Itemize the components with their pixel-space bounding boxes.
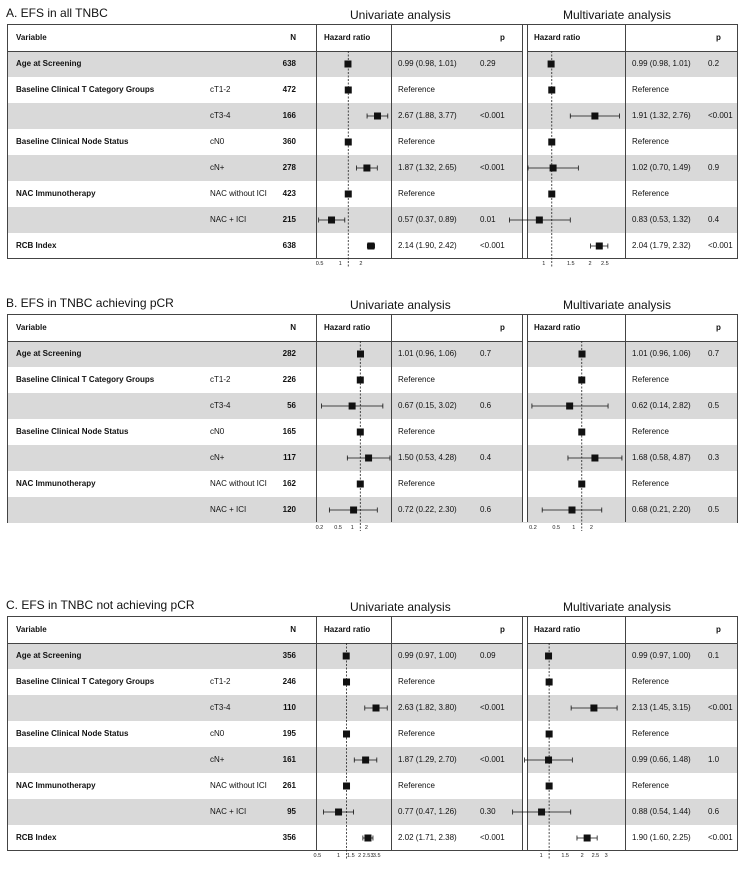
univariate-p: 0.6	[480, 505, 492, 514]
univariate-p: 0.7	[480, 349, 492, 358]
header-p: p	[716, 33, 721, 42]
level-label: cN+	[210, 755, 225, 764]
estimate-marker	[532, 403, 608, 410]
point-estimate	[548, 61, 555, 68]
header-variable: Variable	[16, 33, 47, 42]
level-label: cT3-4	[210, 111, 231, 120]
estimate-marker	[343, 783, 350, 790]
estimate-marker	[357, 377, 364, 384]
panel-title: A. EFS in all TNBC	[6, 6, 108, 20]
level-label: NAC + ICI	[210, 215, 247, 224]
estimate-marker	[546, 679, 553, 686]
point-estimate	[343, 653, 350, 660]
point-estimate	[578, 481, 585, 488]
point-estimate	[590, 705, 597, 712]
variable-label: NAC Immunotherapy	[16, 189, 96, 198]
estimate-marker	[319, 217, 345, 224]
column-divider	[625, 617, 626, 850]
univariate-p: <0.001	[480, 755, 505, 764]
point-estimate	[363, 165, 370, 172]
multivariate-estimate: 0.68 (0.21, 2.20)	[632, 505, 691, 514]
axis-tick-label: 0.2	[315, 525, 324, 531]
multivariate-p: 0.7	[708, 349, 720, 358]
axis-tick-label: 1	[542, 261, 546, 267]
column-divider	[625, 25, 626, 258]
axis-tick-label: 1	[350, 525, 354, 531]
n-value: 166	[282, 111, 296, 120]
univariate-title: Univariate analysis	[350, 298, 451, 312]
level-label: cN0	[210, 729, 225, 738]
axis-tick-label: 0.2	[529, 525, 537, 531]
point-estimate	[548, 139, 555, 146]
point-estimate	[364, 835, 371, 842]
univariate-estimate: 2.14 (1.90, 2.42)	[398, 241, 457, 250]
variable-label: RCB Index	[16, 241, 57, 250]
univariate-estimate: 1.87 (1.32, 2.65)	[398, 163, 457, 172]
multivariate-estimate: 2.13 (1.45, 3.15)	[632, 703, 691, 712]
uni-forest-plot	[317, 51, 391, 260]
multivariate-estimate: 1.68 (0.58, 4.87)	[632, 453, 691, 462]
multivariate-estimate: 0.99 (0.98, 1.01)	[632, 59, 691, 68]
axis-tick-label: 2.5	[362, 853, 371, 859]
multivariate-estimate: Reference	[632, 427, 669, 436]
level-label: cT1-2	[210, 375, 231, 384]
univariate-estimate: 2.02 (1.71, 2.38)	[398, 833, 457, 842]
multivariate-p: 0.5	[708, 401, 720, 410]
univariate-estimate: Reference	[398, 479, 435, 488]
univariate-estimate: Reference	[398, 729, 435, 738]
point-estimate	[335, 809, 342, 816]
point-estimate	[374, 113, 381, 120]
multi-forest-plot	[528, 51, 625, 260]
forest-table	[7, 314, 738, 523]
univariate-p: 0.6	[480, 401, 492, 410]
estimate-marker	[542, 507, 602, 514]
multivariate-estimate: 1.91 (1.32, 2.76)	[632, 111, 691, 120]
univariate-p: 0.4	[480, 453, 492, 462]
univariate-estimate: 0.72 (0.22, 2.30)	[398, 505, 457, 514]
column-divider	[391, 25, 392, 258]
point-estimate	[373, 705, 380, 712]
point-estimate	[546, 679, 553, 686]
variable-label: Age at Screening	[16, 59, 82, 68]
axis-tick-label: 2	[359, 261, 363, 267]
univariate-estimate: 0.57 (0.37, 0.89)	[398, 215, 457, 224]
variable-label: RCB Index	[16, 833, 57, 842]
axis-tick-label: 1	[336, 853, 341, 859]
variable-label: NAC Immunotherapy	[16, 781, 96, 790]
estimate-marker	[354, 757, 377, 764]
estimate-marker	[367, 243, 374, 250]
table-header	[8, 617, 737, 644]
axis-tick-label: 1	[539, 853, 543, 859]
estimate-marker	[329, 507, 377, 514]
univariate-estimate: Reference	[398, 189, 435, 198]
univariate-estimate: Reference	[398, 375, 435, 384]
n-value: 195	[282, 729, 296, 738]
point-estimate	[365, 455, 372, 462]
axis-tick-label: 1	[572, 525, 576, 531]
header-hazard-ratio: Hazard ratio	[534, 323, 581, 332]
estimate-marker	[357, 165, 378, 172]
n-value: 278	[282, 163, 296, 172]
n-value: 110	[283, 703, 296, 712]
axis-tick-label: 3.5	[372, 853, 381, 859]
estimate-marker	[363, 835, 373, 842]
n-value: 165	[282, 427, 296, 436]
multivariate-p: 0.6	[708, 807, 720, 816]
column-divider	[522, 315, 527, 522]
multivariate-estimate: 0.83 (0.53, 1.32)	[632, 215, 691, 224]
univariate-title: Univariate analysis	[350, 8, 451, 22]
multivariate-p: 0.1	[708, 651, 720, 660]
n-value: 638	[282, 59, 296, 68]
n-value: 472	[282, 85, 296, 94]
univariate-p: <0.001	[480, 163, 505, 172]
multivariate-p: <0.001	[708, 241, 733, 250]
level-label: NAC without ICI	[210, 479, 267, 488]
univariate-estimate: 0.99 (0.98, 1.01)	[398, 59, 457, 68]
level-label: NAC + ICI	[210, 505, 247, 514]
point-estimate	[343, 679, 350, 686]
forest-table	[7, 24, 738, 259]
n-value: 261	[282, 781, 296, 790]
point-estimate	[362, 757, 369, 764]
level-label: cT1-2	[210, 85, 231, 94]
estimate-marker	[345, 139, 352, 146]
n-value: 162	[282, 479, 296, 488]
level-label: cT3-4	[210, 401, 231, 410]
point-estimate	[345, 87, 352, 94]
point-estimate	[367, 243, 374, 250]
point-estimate	[343, 731, 350, 738]
header-variable: Variable	[16, 323, 47, 332]
estimate-marker	[365, 705, 387, 712]
univariate-estimate: 2.63 (1.82, 3.80)	[398, 703, 457, 712]
axis-tick-label: 0.5	[334, 525, 342, 531]
univariate-p: 0.09	[480, 651, 496, 660]
estimate-marker	[571, 705, 617, 712]
point-estimate	[546, 783, 553, 790]
axis-tick-label: 1.5	[347, 853, 355, 859]
axis-tick-label: 2.5	[601, 261, 609, 267]
estimate-marker	[343, 679, 350, 686]
variable-label: Baseline Clinical Node Status	[16, 729, 129, 738]
column-divider	[522, 25, 527, 258]
level-label: cT3-4	[210, 703, 231, 712]
estimate-marker	[347, 455, 390, 462]
level-label: cT1-2	[210, 677, 231, 686]
variable-label: Baseline Clinical Node Status	[16, 427, 129, 436]
axis-tick-label: 1	[338, 261, 342, 267]
axis-tick-label: 2	[589, 525, 593, 531]
point-estimate	[344, 61, 351, 68]
multivariate-estimate: Reference	[632, 729, 669, 738]
point-estimate	[545, 653, 552, 660]
header-p: p	[716, 323, 721, 332]
estimate-marker	[548, 61, 555, 68]
multivariate-estimate: Reference	[632, 85, 669, 94]
multi-forest-plot	[528, 341, 625, 524]
estimate-marker	[578, 429, 585, 436]
multivariate-estimate: Reference	[632, 677, 669, 686]
univariate-estimate: 2.67 (1.88, 3.77)	[398, 111, 457, 120]
axis-tick-label: 1.5	[566, 261, 575, 267]
column-divider	[625, 315, 626, 522]
multivariate-p: 0.5	[708, 505, 720, 514]
multivariate-estimate: 1.01 (0.96, 1.06)	[632, 349, 691, 358]
panel-title: B. EFS in TNBC achieving pCR	[6, 296, 174, 310]
estimate-marker	[548, 191, 555, 198]
multivariate-p: 1.0	[708, 755, 720, 764]
n-value: 423	[282, 189, 296, 198]
header-n: N	[290, 625, 296, 634]
univariate-estimate: 1.87 (1.29, 2.70)	[398, 755, 457, 764]
header-p: p	[500, 625, 505, 634]
point-estimate	[345, 139, 352, 146]
point-estimate	[550, 165, 557, 172]
univariate-estimate: Reference	[398, 137, 435, 146]
multivariate-estimate: Reference	[632, 189, 669, 198]
n-value: 356	[282, 651, 296, 660]
multivariate-title: Multivariate analysis	[563, 600, 672, 614]
multivariate-estimate: 1.02 (0.70, 1.49)	[632, 163, 691, 172]
column-divider	[522, 617, 527, 850]
point-estimate	[328, 217, 335, 224]
estimate-marker	[548, 139, 555, 146]
univariate-estimate: Reference	[398, 781, 435, 790]
variable-label: Baseline Clinical T Category Groups	[16, 677, 155, 686]
estimate-marker	[545, 653, 552, 660]
estimate-marker	[546, 783, 553, 790]
variable-label: Baseline Clinical T Category Groups	[16, 85, 155, 94]
point-estimate	[566, 403, 573, 410]
point-estimate	[579, 351, 586, 358]
n-value: 360	[282, 137, 296, 146]
estimate-marker	[343, 653, 350, 660]
panel-title: C. EFS in TNBC not achieving pCR	[6, 598, 195, 612]
univariate-p: <0.001	[480, 111, 505, 120]
univariate-p: 0.29	[480, 59, 496, 68]
header-hazard-ratio: Hazard ratio	[324, 33, 371, 42]
point-estimate	[357, 481, 364, 488]
table-header	[8, 25, 737, 52]
n-value: 246	[282, 677, 296, 686]
estimate-marker	[570, 113, 619, 120]
univariate-p: <0.001	[480, 241, 505, 250]
header-p: p	[500, 33, 505, 42]
axis-tick-label: 0.5	[552, 525, 561, 531]
estimate-marker	[323, 809, 353, 816]
n-value: 95	[287, 807, 296, 816]
estimate-marker	[343, 731, 350, 738]
univariate-estimate: Reference	[398, 677, 435, 686]
n-value: 120	[282, 505, 296, 514]
multivariate-estimate: 0.62 (0.14, 2.82)	[632, 401, 691, 410]
univariate-p: <0.001	[480, 833, 505, 842]
level-label: cN0	[210, 427, 225, 436]
point-estimate	[343, 783, 350, 790]
level-label: NAC without ICI	[210, 781, 267, 790]
axis-tick-label: 2	[580, 853, 584, 859]
point-estimate	[536, 217, 543, 224]
multivariate-p: <0.001	[708, 833, 733, 842]
forest-table	[7, 616, 738, 851]
variable-label: Age at Screening	[16, 349, 82, 358]
multivariate-p: <0.001	[708, 703, 733, 712]
n-value: 56	[287, 401, 296, 410]
level-label: cN+	[210, 453, 225, 462]
axis-tick-label: 1.5	[561, 853, 569, 859]
point-estimate	[596, 243, 603, 250]
univariate-p: <0.001	[480, 703, 505, 712]
level-label: NAC + ICI	[210, 807, 247, 816]
column-divider	[391, 315, 392, 522]
multivariate-estimate: 2.04 (1.79, 2.32)	[632, 241, 691, 250]
header-variable: Variable	[16, 625, 47, 634]
estimate-marker	[546, 731, 553, 738]
point-estimate	[591, 113, 598, 120]
multivariate-p: <0.001	[708, 111, 733, 120]
univariate-p: 0.01	[480, 215, 496, 224]
point-estimate	[546, 731, 553, 738]
axis-tick-label: 2	[358, 853, 362, 859]
point-estimate	[584, 835, 591, 842]
axis-tick-label: 0.5	[313, 853, 322, 859]
multivariate-estimate: Reference	[632, 479, 669, 488]
point-estimate	[349, 403, 356, 410]
point-estimate	[357, 351, 364, 358]
estimate-marker	[322, 403, 383, 410]
multivariate-estimate: 1.90 (1.60, 2.25)	[632, 833, 691, 842]
estimate-marker	[577, 835, 597, 842]
estimate-marker	[578, 377, 585, 384]
axis-tick-label: 2	[588, 261, 592, 267]
multivariate-title: Multivariate analysis	[563, 8, 672, 22]
header-hazard-ratio: Hazard ratio	[324, 323, 371, 332]
multivariate-estimate: Reference	[632, 375, 669, 384]
multivariate-title: Multivariate analysis	[563, 298, 672, 312]
header-hazard-ratio: Hazard ratio	[534, 33, 581, 42]
multivariate-p: 0.2	[708, 59, 720, 68]
variable-label: NAC Immunotherapy	[16, 479, 96, 488]
axis-tick-label: 2	[364, 525, 368, 531]
estimate-marker	[525, 757, 573, 764]
univariate-p: 0.30	[480, 807, 496, 816]
univariate-estimate: Reference	[398, 85, 435, 94]
estimate-marker	[579, 351, 586, 358]
estimate-marker	[357, 351, 364, 358]
estimate-marker	[528, 165, 578, 172]
axis-tick-label: 3	[370, 853, 374, 859]
n-value: 117	[283, 453, 296, 462]
n-value: 215	[282, 215, 296, 224]
point-estimate	[350, 507, 357, 514]
point-estimate	[578, 377, 585, 384]
multivariate-estimate: Reference	[632, 137, 669, 146]
estimate-marker	[357, 429, 364, 436]
variable-label: Baseline Clinical T Category Groups	[16, 375, 155, 384]
univariate-estimate: 1.50 (0.53, 4.28)	[398, 453, 457, 462]
univariate-estimate: 0.67 (0.15, 3.02)	[398, 401, 457, 410]
univariate-title: Univariate analysis	[350, 600, 451, 614]
multi-forest-plot	[528, 643, 625, 852]
estimate-marker	[357, 481, 364, 488]
multivariate-estimate: 0.88 (0.54, 1.44)	[632, 807, 691, 816]
point-estimate	[548, 87, 555, 94]
estimate-marker	[344, 61, 351, 68]
variable-label: Baseline Clinical Node Status	[16, 137, 129, 146]
point-estimate	[578, 429, 585, 436]
header-n: N	[290, 33, 296, 42]
multivariate-estimate: 0.99 (0.97, 1.00)	[632, 651, 691, 660]
point-estimate	[357, 429, 364, 436]
point-estimate	[345, 191, 352, 198]
table-header	[8, 315, 737, 342]
multivariate-estimate: 0.99 (0.66, 1.48)	[632, 755, 691, 764]
multivariate-p: 0.3	[708, 453, 720, 462]
point-estimate	[568, 507, 575, 514]
multivariate-p: 0.9	[708, 163, 720, 172]
level-label: cN0	[210, 137, 225, 146]
header-p: p	[500, 323, 505, 332]
point-estimate	[545, 757, 552, 764]
n-value: 282	[282, 349, 296, 358]
point-estimate	[357, 377, 364, 384]
header-hazard-ratio: Hazard ratio	[534, 625, 581, 634]
n-value: 638	[282, 241, 296, 250]
axis-tick-label: 3	[604, 853, 608, 859]
uni-forest-plot	[317, 643, 391, 852]
n-value: 356	[282, 833, 296, 842]
point-estimate	[548, 191, 555, 198]
axis-tick-label: 2.5	[591, 853, 600, 859]
univariate-estimate: 0.77 (0.47, 1.26)	[398, 807, 457, 816]
multivariate-p: 0.4	[708, 215, 720, 224]
univariate-estimate: 0.99 (0.97, 1.00)	[398, 651, 457, 660]
univariate-estimate: 1.01 (0.96, 1.06)	[398, 349, 457, 358]
estimate-marker	[578, 481, 585, 488]
estimate-marker	[367, 113, 388, 120]
multivariate-estimate: Reference	[632, 781, 669, 790]
uni-forest-plot	[317, 341, 391, 524]
univariate-estimate: Reference	[398, 427, 435, 436]
header-p: p	[716, 625, 721, 634]
header-n: N	[290, 323, 296, 332]
point-estimate	[591, 455, 598, 462]
point-estimate	[538, 809, 545, 816]
column-divider	[391, 617, 392, 850]
estimate-marker	[568, 455, 622, 462]
header-hazard-ratio: Hazard ratio	[324, 625, 371, 634]
estimate-marker	[345, 87, 352, 94]
level-label: cN+	[210, 163, 225, 172]
n-value: 161	[282, 755, 296, 764]
estimate-marker	[548, 87, 555, 94]
estimate-marker	[591, 243, 608, 250]
n-value: 226	[282, 375, 296, 384]
variable-label: Age at Screening	[16, 651, 82, 660]
estimate-marker	[345, 191, 352, 198]
level-label: NAC without ICI	[210, 189, 267, 198]
axis-tick-label: 0.5	[315, 261, 324, 267]
